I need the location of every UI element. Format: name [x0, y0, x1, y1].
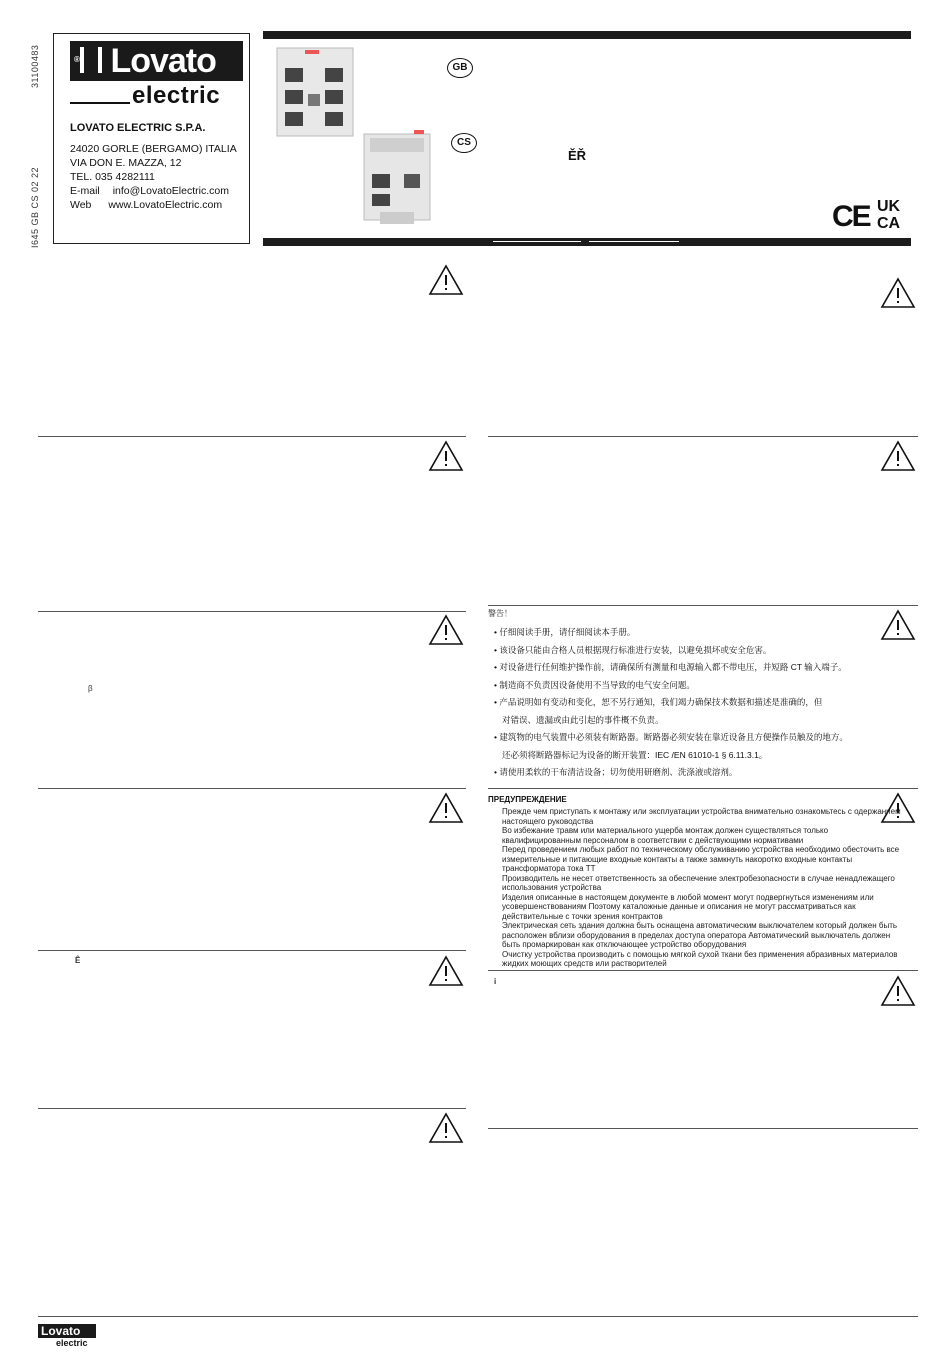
divider-left-1 — [38, 436, 466, 437]
address-line-1: 24020 GORLE (BERGAMO) ITALIA — [70, 143, 237, 155]
ru-item: Электрическая сеть здания должна быть оснащена автоматическим выключателем который должен быть расположен вблизи оборудования в пределах доступа оператора Автоматический выключатель должен быть промаркирован как отключающее устройство оборудования — [502, 921, 898, 949]
zh-title: 警告！ — [488, 609, 512, 618]
text-fragment: β — [88, 684, 93, 693]
logo-underline — [70, 102, 130, 104]
footer-logo-electric: electric — [56, 1338, 88, 1348]
lang-badge-gb: GB — [447, 58, 473, 78]
ru-item: Производитель не несет ответственность за обеспечение электробезопасности в случае ненадлежащего использования устройства — [502, 873, 895, 892]
ru-item: Изделия описанные в настоящем документе в любой момент могут подвергнуться изменениям или усовершенствованиям Поэтому каталожные данные и описания не могут рассматриваться как действительные с точки зрения контрактов — [502, 892, 874, 921]
zh-item: • 制造商不负责因设备使用不当导致的电气安全问题。 — [494, 679, 695, 690]
zh-item-cont — [494, 747, 848, 765]
ru-item: Во избежание травм или материального ущерба монтаж должен существляться только квалифицированным персоналом в соответствии с действующими нормативами — [502, 826, 829, 845]
web-label: Web — [70, 199, 92, 211]
divider-left-4 — [38, 950, 466, 951]
warning-icon — [428, 264, 464, 296]
divider-left-2 — [38, 611, 466, 612]
company-box — [53, 33, 250, 244]
web-link[interactable]: www.LovatoElectric.com — [108, 199, 223, 211]
zh-item-text: 制造商不负责因设备使用不当导致的电气安全问题。 — [499, 679, 695, 690]
warning-icon — [428, 792, 464, 824]
divider-right-5 — [488, 1128, 918, 1129]
email-link[interactable]: info@LovatoElectric.com — [112, 185, 229, 197]
zh-item-text: 对设备进行任何维护操作前，请确保所有测量和电源输入都不带电压，并短路 CT 输入端子。 — [499, 662, 847, 672]
warning-icon — [880, 440, 916, 472]
divider-right-2 — [488, 605, 918, 606]
divider-right-4 — [488, 970, 918, 971]
divider-right-1 — [488, 436, 918, 437]
zh-item-text: 该设备只能由合格人员根据现行标准进行安装，以避免损坏或安全危害。 — [499, 644, 772, 655]
logo-electric: electric — [132, 82, 221, 109]
email-row — [70, 184, 229, 198]
registered-mark: ® — [74, 55, 79, 64]
address-line-2: VIA DON E. MAZZA, 12 — [70, 157, 182, 169]
ru-item: Прежде чем приступать к монтажу или эксплуатации устройства внимательно ознакомьтесь с одержанием настоящего руководства — [502, 807, 901, 826]
zh-item: • 该设备只能由合格人员根据现行标准进行安装，以避免损坏或安全危害。 — [494, 644, 772, 655]
product-image-side — [360, 128, 435, 228]
doc-code-bottom: I645 GB CS 02 22 — [30, 166, 40, 248]
warning-icon — [428, 1112, 464, 1144]
warning-icon — [880, 277, 916, 309]
logo-text: Lovato — [110, 42, 216, 80]
doc-code-top: 31100483 — [30, 44, 40, 88]
warning-icon — [880, 609, 916, 641]
zh-item-text: 请使用柔软的干布清洁设备；切勿使用研磨剂、洗涤液或溶剂。 — [499, 767, 738, 777]
zh-item-text: 仔细阅读手册，请仔细阅读本手册。 — [499, 627, 636, 637]
cs-title-fragment: ĚŘ — [568, 148, 587, 163]
zh-item-cont — [494, 712, 848, 730]
ukca-mark — [877, 198, 900, 232]
header-top-bar — [263, 31, 911, 39]
divider-footer — [38, 1316, 918, 1317]
zh-item: • 产品说明如有变动和变化，恕不另行通知，我们竭力确保技术数据和描述是准确的，但 — [494, 697, 823, 707]
ukca-top: UK — [877, 198, 901, 215]
lovato-logo — [70, 41, 243, 81]
ru-warning-list — [488, 807, 908, 969]
footer-logo-text: Lovato — [38, 1324, 96, 1338]
lang-badge-cs: CS — [451, 133, 477, 153]
divider-left-3 — [38, 788, 466, 789]
warning-icon — [428, 614, 464, 646]
zh-item-text: 产品说明如有变动和变化，恕不另行通知，我们竭力确保技术数据和描述是准确的，但 — [499, 697, 823, 707]
zh-item: • 建筑物的电气装置中必须装有断路器。断路器必须安装在靠近设备且方便操作员触及的地方。 — [494, 732, 848, 742]
zh-item: • 对设备进行任何维护操作前，请确保所有测量和电源输入都不带电压，并短路 CT 输入端子。 — [494, 662, 847, 672]
section-head-fragment: i — [494, 977, 497, 986]
divider-left-5 — [38, 1108, 466, 1109]
ukca-bottom: CA — [877, 215, 901, 232]
warning-icon — [880, 975, 916, 1007]
ru-title: ПРЕДУПРЕЖДЕНИЕ — [488, 795, 567, 804]
telephone: TEL. 035 4282111 — [70, 171, 155, 183]
zh-item-text: 建筑物的电气装置中必须装有断路器。断路器必须安装在靠近设备且方便操作员触及的地方。 — [499, 732, 848, 742]
company-name: LOVATO ELECTRIC S.P.A. — [70, 122, 206, 134]
ru-item: Очистку устройства производить с помощью мягкой сухой ткани без применения абразивных материалов жидких моющих средств или растворителей — [502, 949, 898, 968]
product-image-front — [275, 46, 355, 138]
zh-warning-list — [494, 624, 848, 782]
web-row — [70, 198, 222, 212]
ru-item: Перед проведением любых работ по техническому обслуживанию устройства необходимо обесточить все измерительные и питающие входные контакты а также замкнуть накоротко входные контакты трансформатора тока ТТ — [502, 845, 900, 873]
warning-icon — [428, 955, 464, 987]
divider-right-3 — [488, 788, 918, 789]
zh-item-text: 对错误、遗漏或由此引起的事件概不负责。 — [502, 714, 664, 725]
logo-bars-icon — [80, 47, 102, 73]
footer-logo — [38, 1324, 96, 1348]
warning-icon — [428, 440, 464, 472]
header-bottom-bar — [263, 238, 911, 246]
ce-mark: CE — [832, 200, 870, 233]
email-label: E-mail — [70, 185, 100, 197]
section-head-fragment: Ê — [75, 956, 81, 965]
zh-item: • 仔细阅读手册，请仔细阅读本手册。 — [494, 627, 636, 637]
zh-item: • 请使用柔软的干布清洁设备；切勿使用研磨剂、洗涤液或溶剂。 — [494, 767, 738, 777]
zh-item-text: 还必须将断路器标记为设备的断开装置：IEC /EN 61010-1 § 6.11.3.1。 — [502, 749, 768, 760]
